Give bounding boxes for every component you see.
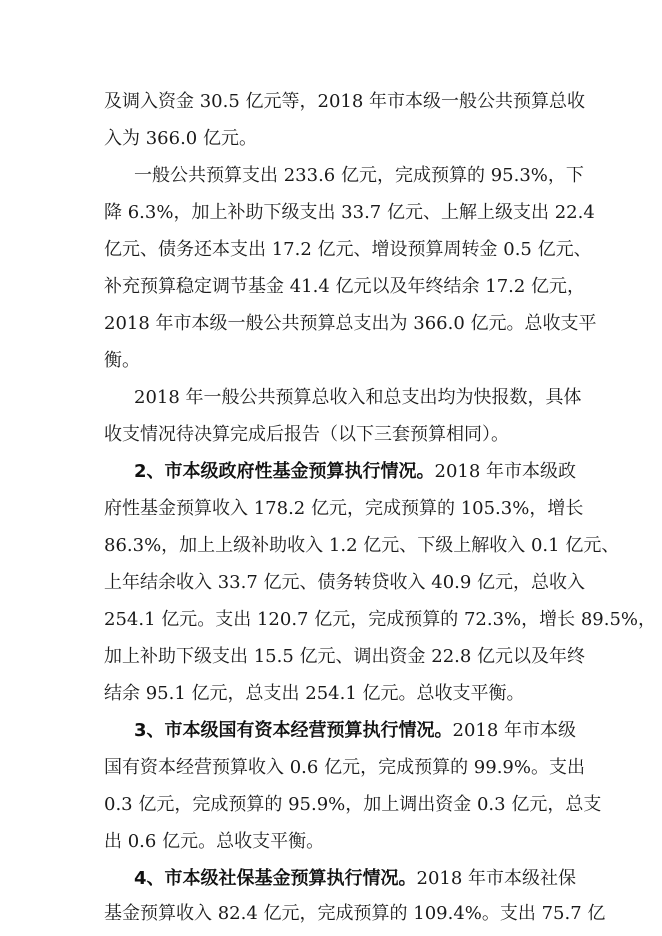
paragraph-line: 亿元、债务还本支出 17.2 亿元、增设预算周转金 0.5 亿元、 [104,239,592,260]
section-heading-line [134,720,577,742]
paragraph-line: 衡。 [104,350,140,371]
paragraph-line: 降 6.3%，加上补助下级支出 33.7 亿元、上解上级支出 22.4 [104,202,595,223]
paragraph-line: 2018 年市本级一般公共预算总支出为 366.0 亿元。总收支平 [104,313,597,334]
paragraph-line: 结余 95.1 亿元，总支出 254.1 亿元。总收支平衡。 [104,683,525,704]
paragraph-line: 基金预算收入 82.4 亿元，完成预算的 109.4%。支出 75.7 亿 [104,903,606,924]
paragraph-line: 86.3%，加上上级补助收入 1.2 亿元、下级上解收入 0.1 亿元、 [104,535,620,556]
paragraph-line: 及调入资金 30.5 亿元等，2018 年市本级一般公共预算总收 [104,91,586,112]
paragraph-line: 一般公共预算支出 233.6 亿元，完成预算的 95.3%，下 [134,165,584,186]
section-heading: 3、市本级国有资本经营预算执行情况。 [134,720,453,741]
paragraph-line: 出 0.6 亿元。总收支平衡。 [104,831,325,852]
paragraph-text: 2018 年市本级政 [434,461,577,482]
paragraph-line: 府性基金预算收入 178.2 亿元，完成预算的 105.3%，增长 [104,498,584,519]
section-heading-line [134,868,577,890]
section-heading: 2、市本级政府性基金预算执行情况。 [134,461,435,482]
paragraph-line: 收支情况待决算完成后报告（以下三套预算相同）。 [104,424,509,445]
section-heading-line [134,461,577,483]
paragraph-text: 2018 年市本级社保 [416,868,577,889]
paragraph-line: 2018 年一般公共预算总收入和总支出均为快报数，具体 [134,387,582,408]
paragraph-text: 2018 年市本级 [452,720,577,741]
paragraph-line: 0.3 亿元，完成预算的 95.9%，加上调出资金 0.3 亿元，总支 [104,794,602,815]
paragraph-line: 254.1 亿元。支出 120.7 亿元，完成预算的 72.3%，增长 89.5%， [104,609,657,630]
paragraph-line: 上年结余收入 33.7 亿元、债务转贷收入 40.9 亿元，总收入 [104,572,586,593]
paragraph-line: 国有资本经营预算收入 0.6 亿元，完成预算的 99.9%。支出 [104,757,585,778]
paragraph-line: 入为 366.0 亿元。 [104,128,257,149]
paragraph-line: 补充预算稳定调节基金 41.4 亿元以及年终结余 17.2 亿元， [104,276,586,297]
section-heading: 4、市本级社保基金预算执行情况。 [134,868,417,889]
paragraph-line: 加上补助下级支出 15.5 亿元、调出资金 22.8 亿元以及年终 [104,646,586,667]
